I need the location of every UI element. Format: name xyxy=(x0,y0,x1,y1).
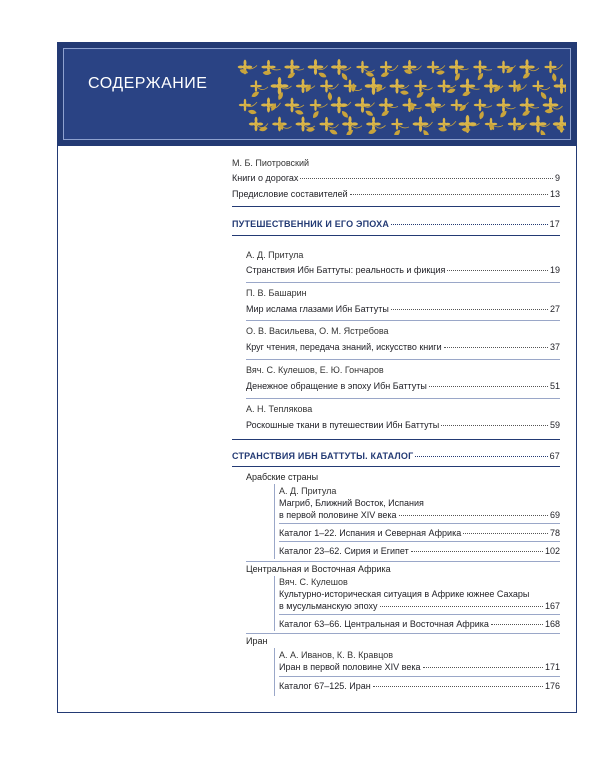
section-catalog[interactable]: СТРАНСТВИЯ ИБН БАТТУТЫ. КАТАЛОГ 67 xyxy=(232,451,560,461)
divider xyxy=(232,235,560,236)
divider xyxy=(246,398,560,399)
essay-author: А. А. Иванов, К. В. Кравцов xyxy=(279,650,394,660)
divider xyxy=(279,676,560,677)
toc-entry-preface[interactable]: Предисловие составителей 13 xyxy=(232,189,560,199)
divider xyxy=(246,282,560,283)
essay-title-line: Магриб, Ближний Восток, Испания xyxy=(279,498,424,508)
region-bar xyxy=(274,648,275,696)
region-arab-countries: Арабские страны xyxy=(246,472,319,482)
section-traveler-and-era[interactable]: ПУТЕШЕСТВЕННИК И ЕГО ЭПОХА 17 xyxy=(232,219,560,229)
toc-entry-article[interactable]: Мир ислама глазами Ибн Баттуты 27 xyxy=(246,304,560,314)
divider xyxy=(246,633,560,634)
article-author: Вяч. С. Кулешов, Е. Ю. Гончаров xyxy=(246,365,384,375)
toc-entry-catalog[interactable]: Каталог 1–22. Испания и Северная Африка 78 xyxy=(279,528,560,538)
article-author: П. В. Башарин xyxy=(246,288,307,298)
divider xyxy=(246,359,560,360)
toc-entry-catalog[interactable]: Каталог 63–66. Центральная и Восточная Африка 168 xyxy=(279,619,560,629)
divider xyxy=(232,206,560,207)
toc-entry-catalog[interactable]: Каталог 67–125. Иран 176 xyxy=(279,681,560,691)
essay-title-line: Культурно-историческая ситуация в Африке южнее Сахары xyxy=(279,589,530,599)
toc-entry-article[interactable]: Роскошные ткани в путешествии Ибн Баттуты 59 xyxy=(246,420,560,430)
toc-entry-article[interactable]: Круг чтения, передача знаний, искусство книги 37 xyxy=(246,342,560,352)
divider xyxy=(279,541,560,542)
toc-entry-books-about-roads[interactable]: Книги о дорогах 9 xyxy=(232,173,560,183)
toc-entry-essay[interactable]: в первой половине XIV века 69 xyxy=(279,510,560,520)
toc-entry-catalog[interactable]: Каталог 23–62. Сирия и Египет 102 xyxy=(279,546,560,556)
region-central-east-africa: Центральная и Восточная Африка xyxy=(246,564,391,574)
article-author: А. Д. Притула xyxy=(246,250,304,260)
article-author: А. Н. Теплякова xyxy=(246,404,313,414)
page-title: СОДЕРЖАНИЕ xyxy=(88,75,208,92)
essay-author: А. Д. Притула xyxy=(279,486,337,496)
toc-entry-essay[interactable]: в мусульманскую эпоху 167 xyxy=(279,601,560,611)
author-piotrovsky: М. Б. Пиотровский xyxy=(232,158,310,168)
divider xyxy=(232,466,560,467)
divider xyxy=(279,523,560,524)
toc-entry-article[interactable]: Странствия Ибн Баттуты: реальность и фикция 19 xyxy=(246,265,560,275)
region-bar xyxy=(274,484,275,559)
region-bar xyxy=(274,576,275,631)
toc-entry-essay[interactable]: Иран в первой половине XIV века 171 xyxy=(279,662,560,672)
divider xyxy=(246,320,560,321)
divider xyxy=(246,561,560,562)
region-iran: Иран xyxy=(246,636,268,646)
article-author: О. В. Васильева, О. М. Ястребова xyxy=(246,326,389,336)
divider xyxy=(279,614,560,615)
divider xyxy=(232,439,560,440)
essay-author: Вяч. С. Кулешов xyxy=(279,577,348,587)
toc-entry-article[interactable]: Денежное обращение в эпоху Ибн Баттуты 51 xyxy=(246,381,560,391)
